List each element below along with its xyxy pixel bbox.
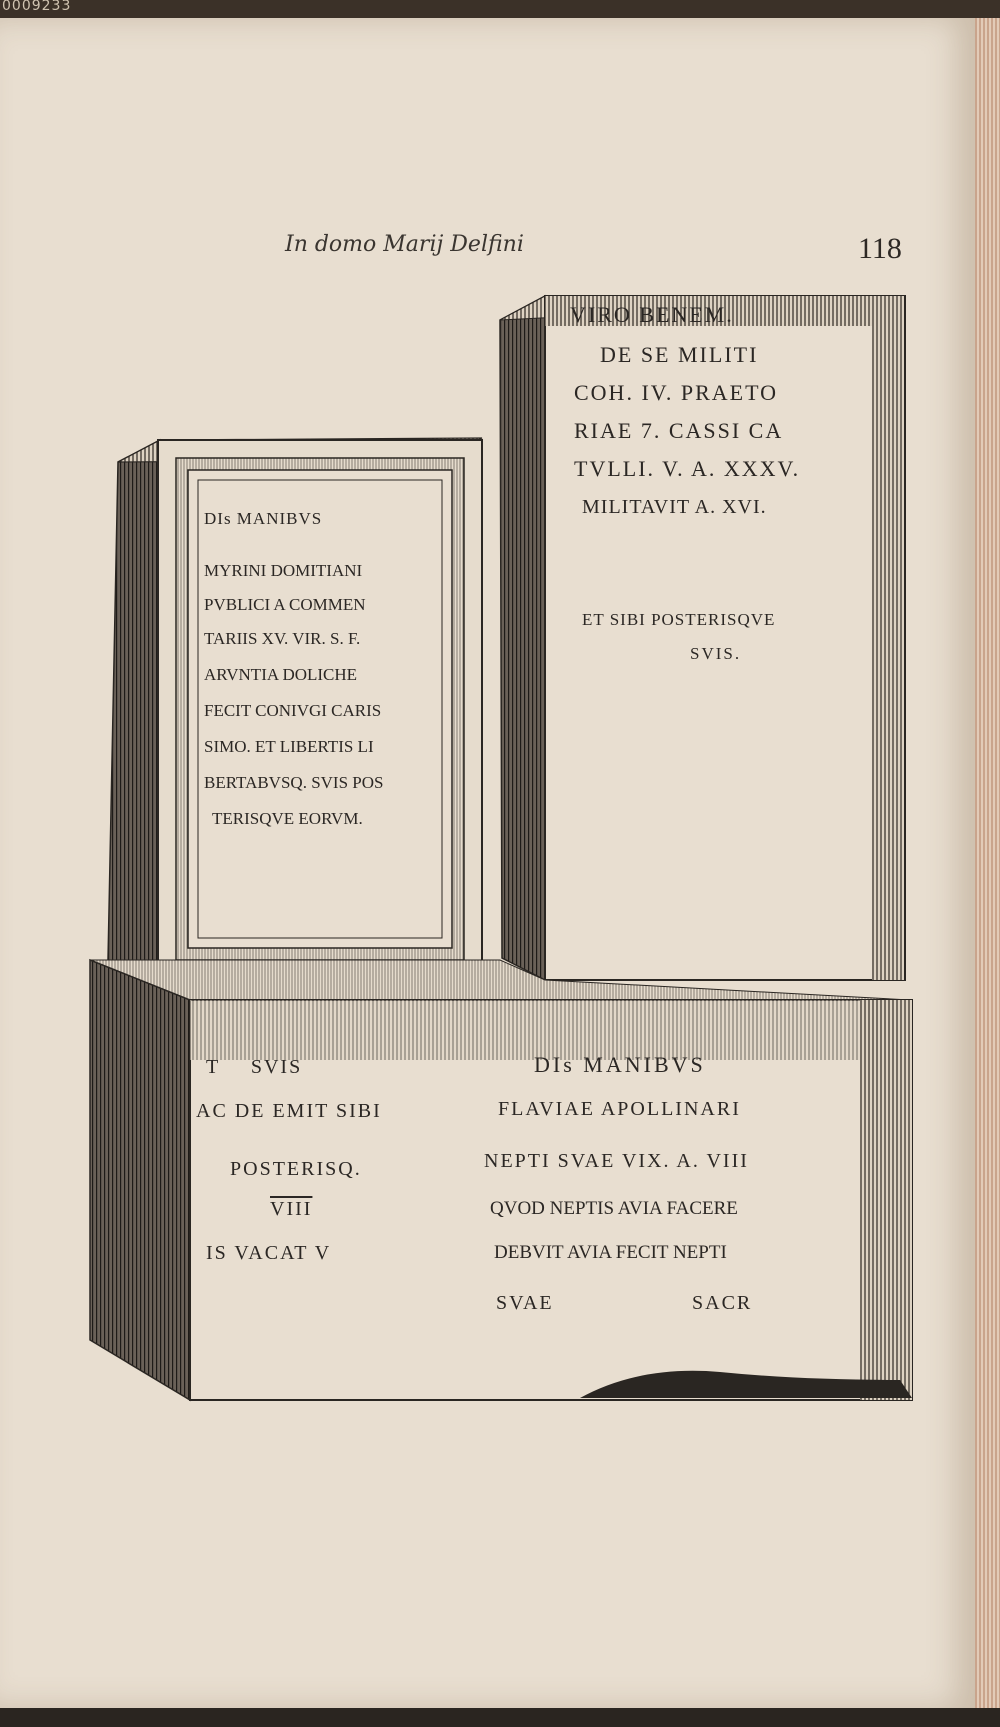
page-header: In domo Marij Delfini (285, 232, 524, 257)
page-number: 118 (858, 232, 902, 265)
catalog-number: 0009233 (2, 0, 72, 14)
base-block (90, 960, 912, 1400)
